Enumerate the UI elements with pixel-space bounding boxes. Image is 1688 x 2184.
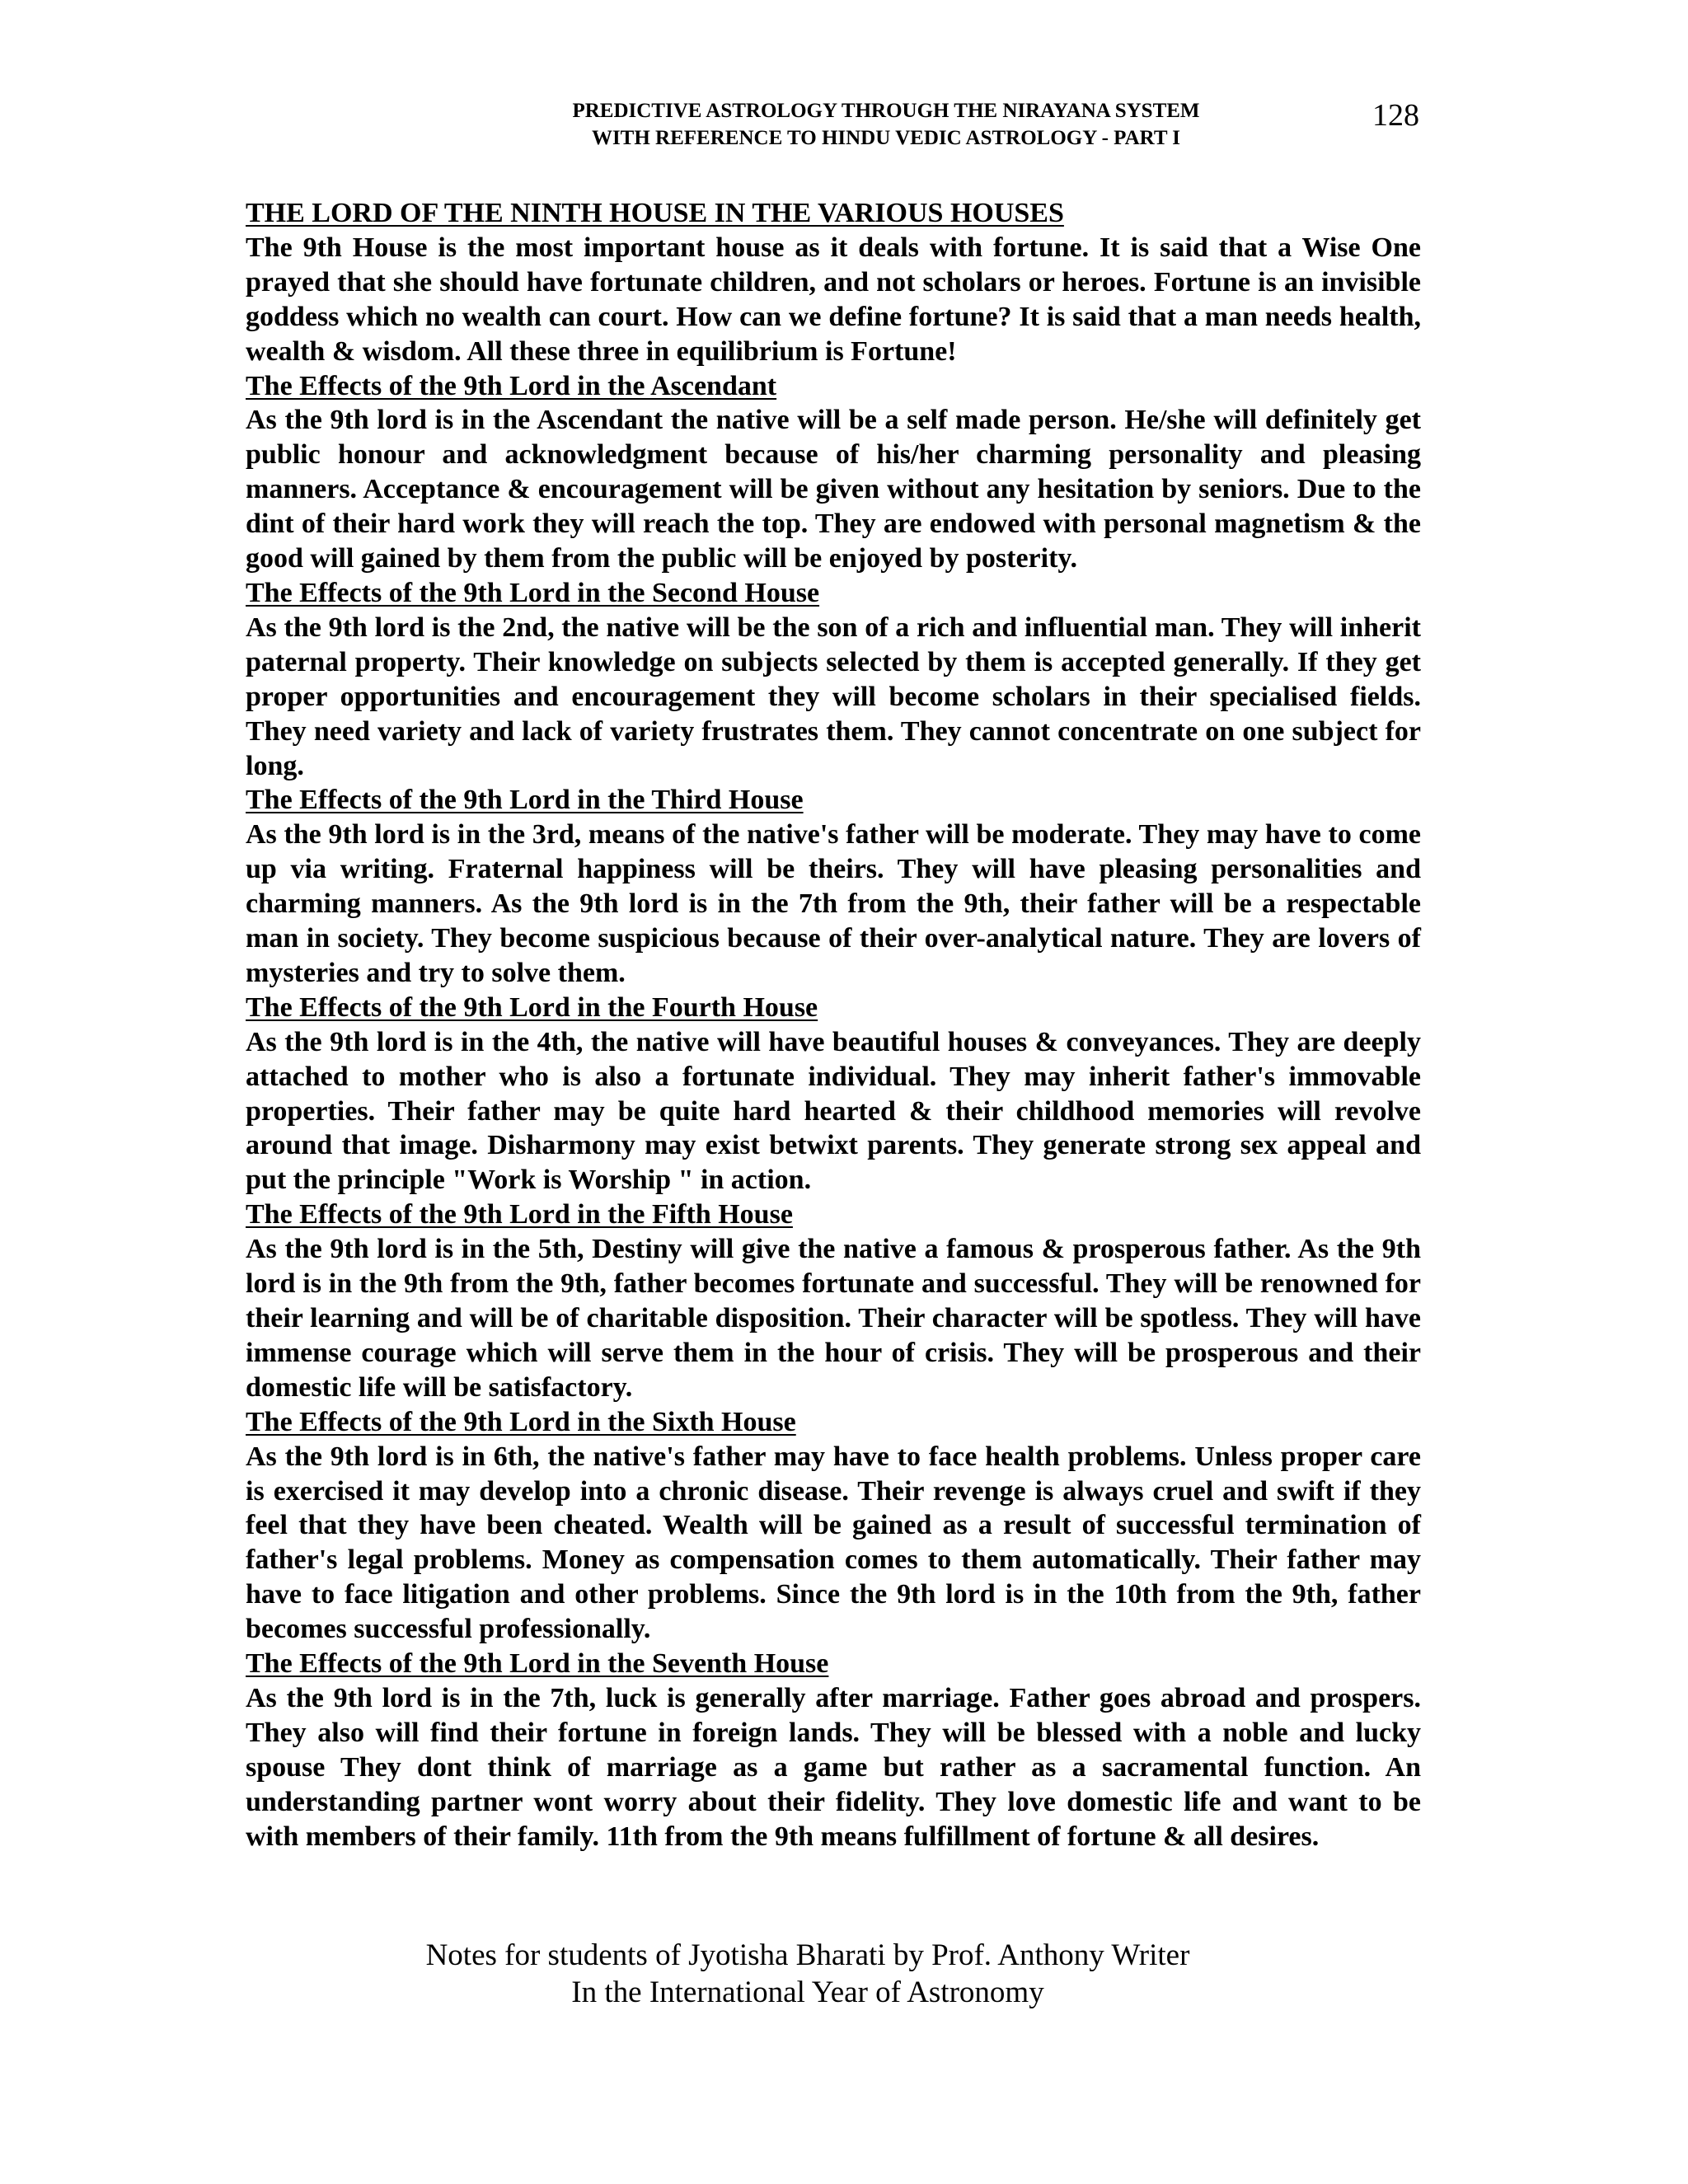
section-text-fourth-house: As the 9th lord is in the 4th, the native will have beautiful houses & conveyances. They are deeply attached to mother who is also a fortunate individual. They may inherit father's immovable properties. Their father may be quite hard hearted & their childhood memories will revolve around that image. Disharmony may exist betwixt parents. They generate strong sex appeal and put the principle "Work is Worship " in action.	[246, 1026, 1421, 1196]
section-heading-sixth-house: The Effects of the 9th Lord in the Sixth House	[246, 1406, 796, 1437]
running-header	[412, 97, 1360, 152]
section-heading-second-house: The Effects of the 9th Lord in the Second House	[246, 577, 820, 608]
section-text-fifth-house: As the 9th lord is in the 5th, Destiny will give the native a famous & prosperous father. As the 9th lord is in the 9th from the 9th, father becomes fortunate and successful. They will be renowned for their learning and will be of charitable disposition. Their character will be spotless. They will have immense courage which will serve them in the hour of crisis. They will be prosperous and their domestic life will be satisfactory.	[246, 1234, 1421, 1403]
section-text-third-house: As the 9th lord is in the 3rd, means of the native's father will be moderate. They may have to come up via writing. Fraternal happiness will be theirs. They will have pleasing personalities and charming manners. As the 9th lord is in the 7th from the 9th, their father will be a respectable man in society. They become suspicious because of their over-analytical nature. They are lovers of mysteries and try to solve them.	[246, 819, 1421, 988]
footer-line-2: In the International Year of Astronomy	[571, 1975, 1044, 2009]
chapter-title: THE LORD OF THE NINTH HOUSE IN THE VARIOUS HOUSES	[246, 198, 1064, 228]
section-text-seventh-house: As the 9th lord is in the 7th, luck is generally after marriage. Father goes abroad and prospers. They also will find their fortune in foreign lands. They will be blessed with a noble and lucky spouse They dont think of marriage as a game but rather as a sacramental function. An understanding partner wont worry about their fidelity. They love domestic life and want to be with members of their family. 11th from the 9th means fulfillment of fortune & all desires.	[246, 1682, 1421, 1852]
section-heading-fourth-house: The Effects of the 9th Lord in the Fourth House	[246, 991, 818, 1023]
header-line-2: WITH REFERENCE TO HINDU VEDIC ASTROLOGY - PART I	[591, 127, 1181, 149]
intro-paragraph: The 9th House is the most important house as it deals with fortune. It is said that a Wise One prayed that she should have fortunate children, and not scholars or heroes. Fortune is an invisible goddess which no wealth can court. How can we define fortune? It is said that a man needs health, wealth & wisdom. All these three in equilibrium is Fortune!	[246, 232, 1421, 367]
main-content	[246, 196, 1421, 1854]
header-line-1: PREDICTIVE ASTROLOGY THROUGH THE NIRAYANA SYSTEM	[572, 100, 1200, 122]
section-text-ascendant: As the 9th lord is in the Ascendant the native will be a self made person. He/she will definitely get public honour and acknowledgment because of his/her charming personality and pleasing manners. Acceptance & encouragement will be given without any hesitation by seniors. Due to the dint of their hard work they will reach the top. They are endowed with personal magnetism & the good will gained by them from the public will be enjoyed by posterity.	[246, 405, 1421, 574]
section-text-second-house: As the 9th lord is the 2nd, the native will be the son of a rich and influential man. They will inherit paternal property. Their knowledge on subjects selected by them is accepted generally. If they get proper opportunities and encouragement they will become scholars in their specialised fields. They need variety and lack of variety frustrates them. They cannot concentrate on one subject for long.	[246, 612, 1421, 781]
section-text-sixth-house: As the 9th lord is in 6th, the native's father may have to face health problems. Unless proper care is exercised it may develop into a chronic disease. Their revenge is always cruel and swift if they feel that they have been cheated. Wealth will be gained as a result of successful termination of father's legal problems. Money as compensation comes to them automatically. Their father may have to face litigation and other problems. Since the 9th lord is in the 10th from the 9th, father becomes successful professionally.	[246, 1441, 1421, 1645]
section-heading-fifth-house: The Effects of the 9th Lord in the Fifth House	[246, 1199, 793, 1230]
section-heading-seventh-house: The Effects of the 9th Lord in the Seventh House	[246, 1648, 829, 1680]
page-number: 128	[1372, 98, 1419, 133]
page-footer	[247, 1937, 1368, 2011]
footer-line-1: Notes for students of Jyotisha Bharati by Prof. Anthony Writer	[425, 1938, 1190, 1972]
section-heading-third-house: The Effects of the 9th Lord in the Third House	[246, 785, 804, 816]
section-heading-ascendant: The Effects of the 9th Lord in the Ascendant	[246, 370, 777, 401]
